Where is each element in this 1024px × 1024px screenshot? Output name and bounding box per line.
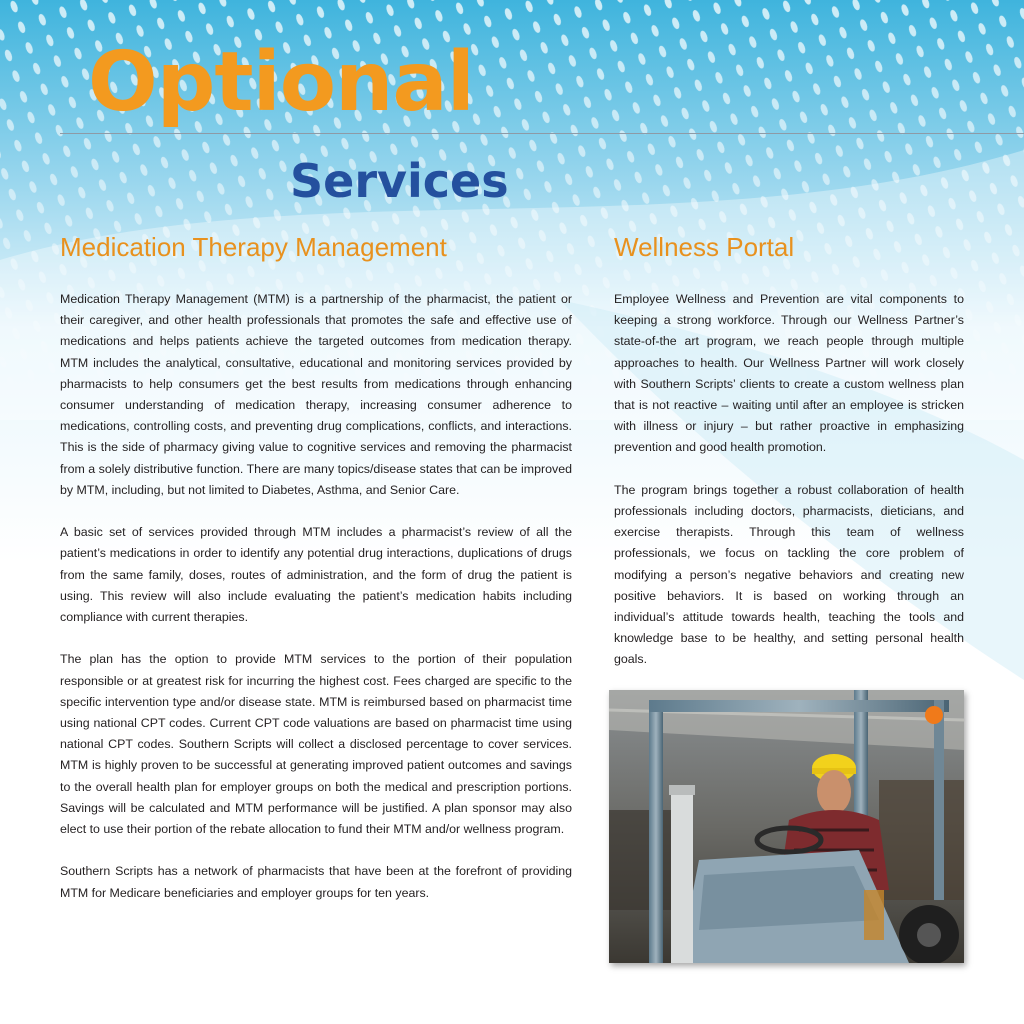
wellness-paragraph: Employee Wellness and Prevention are vital components to keeping a strong workforce. Through our Wellness Partner’s state-of-the art program, we reach people through multiple approaches to health. Our Wellness Partner will work closely with Southern Scripts’ clients to create a custom wellness plan that is not reactive – waiting until after an employee is stricken with illness or injury – but rather proactive in emphasizing prevention and good health promotion. [614,292,964,455]
worker-forklift-photo [609,690,964,963]
worker-forklift-illustration [609,690,964,963]
page-subtitle: Services [290,154,509,208]
page-title: Optional [88,35,474,130]
mtm-paragraph: Southern Scripts has a network of pharmacists that have been at the forefront of providing MTM for Medicare beneficiaries and employer groups for ten years. [60,864,572,900]
mtm-heading: Medication Therapy Management [60,232,447,262]
wellness-paragraph: The program brings together a robust collaboration of health professionals including doctors, pharmacists, dieticians, and exercise therapists. Through this team of wellness professionals, we focus on tackling the core problem of modifying a person’s negative behaviors and creating new positive behaviors. It is based on working through an individual’s attitude towards health, teaching the tools and knowledge base to be healthy, and setting personal health goals. [614,482,964,667]
mtm-paragraph: Medication Therapy Management (MTM) is a partnership of the pharmacist, the patient or their caregiver, and other health professionals that promotes the safe and effective use of medications and helps patients achieve the targeted outcomes from medication therapy. MTM includes the analytical, consultative, educational and monitoring services provided by pharmacists to help consumers get the best results from medications through enhancing consumer understanding of medication therapy, increasing consumer adherence to medications, controlling costs, and preventing drug complications, conflicts, and interactions. This is the side of pharmacy giving value to cognitive services and removing the pharmacist from a solely distributive function. There are many topics/disease states that can be improved by MTM, including, but not limited to Diabetes, Asthma, and Senior Care. [60,292,572,497]
title-divider [60,133,1024,134]
wellness-heading: Wellness Portal [614,232,795,262]
mtm-paragraph: A basic set of services provided through MTM includes a pharmacist’s review of all the patient’s medications in order to identify any potential drug interactions, duplications of drugs from the same family, doses, routes of administration, and the form of drug the patient is using. This review will also include evaluating the patient’s medication habits including compliance with current therapies. [60,525,572,625]
mtm-paragraph: The plan has the option to provide MTM services to the portion of their population responsible or at greatest risk for incurring the highest cost. Fees charged are specific to the specific intervention type and/or disease state. MTM is reimbursed based on pharmacist time using national CPT codes. Current CPT code valuations are based on pharmacist time using national CPT codes. Southern Scripts will collect a disclosed percentage to cover services. MTM is highly proven to be successful at generating improved patient outcomes and savings to the overall health plan for employer groups on both the medical and prescription portions. Savings will be calculated and MTM performance will be justified. A plan sponsor may also elect to use their portion of the rebate allocation to fund their MTM and/or wellness program. [60,652,572,837]
mtm-section [60,289,572,925]
wellness-section [614,289,964,692]
